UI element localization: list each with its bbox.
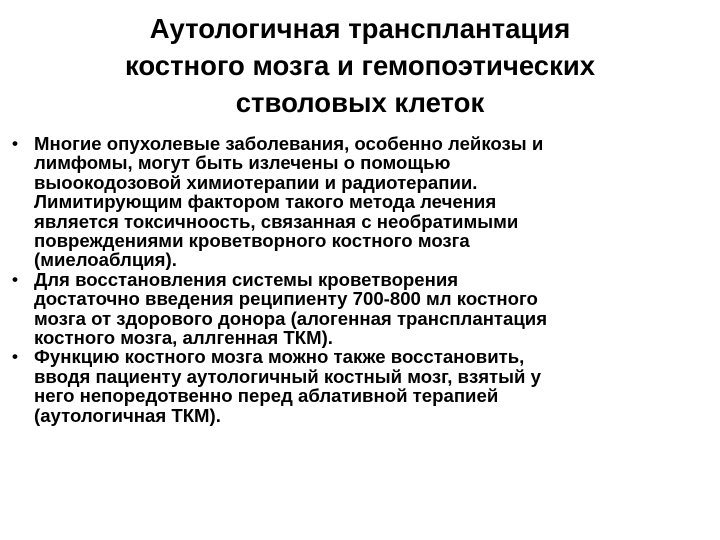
bullet-text-line: Для восстановления системы кроветворения — [34, 268, 459, 290]
bullet-icon: • — [12, 269, 18, 289]
bullet-text-line: мозга от здорового донора (алогенная трансплантация — [34, 307, 548, 329]
bullet-text-line: Функцию костного мозга можно также восстановить, — [34, 346, 525, 368]
bullet-icon: • — [12, 347, 18, 367]
bullet-text-line: выоокодозовой химиотерапии и радиотерапии. — [34, 171, 478, 193]
bullet-text-line: достаточно введения реципиенту 700-800 мл костного — [34, 288, 538, 310]
bullet-text-line: лимфомы, могут быть излечены о помощью — [34, 152, 451, 174]
bullet-text-line: (аутологичная ТКМ). — [34, 404, 221, 426]
bullet-text-line: Многие опухолевые заболевания, особенно лейкозы и — [34, 133, 544, 154]
title-line: костного мозга и гемопоэтических — [124, 50, 596, 81]
title-line: Аутологичная трансплантация — [149, 13, 571, 44]
bullet-text-line: Лимитирующим фактором такого метода лечения — [34, 191, 497, 213]
bullet-text-line: костного мозга, аллгенная ТКМ). — [34, 327, 333, 349]
bullet-list — [12, 134, 712, 425]
bullet-text-line: повреждениями кроветворного костного мозга — [34, 230, 470, 252]
bullet-icon: • — [12, 134, 18, 153]
bullet-text-line: (миелоаблция). — [34, 249, 177, 271]
bullet-item — [12, 347, 712, 425]
bullet-item — [12, 134, 712, 270]
bullet-item — [12, 270, 712, 348]
bullet-text-line: является токсичноость, связанная с необратимыми — [34, 210, 519, 232]
bullet-text-line: вводя пациенту аутологичный костный мозг, взятый у — [34, 365, 541, 387]
slide-title — [60, 10, 660, 121]
title-line: стволовых клеток — [235, 87, 485, 118]
bullet-text-line: него непоредотвенно перед аблативной терапией — [34, 385, 499, 407]
